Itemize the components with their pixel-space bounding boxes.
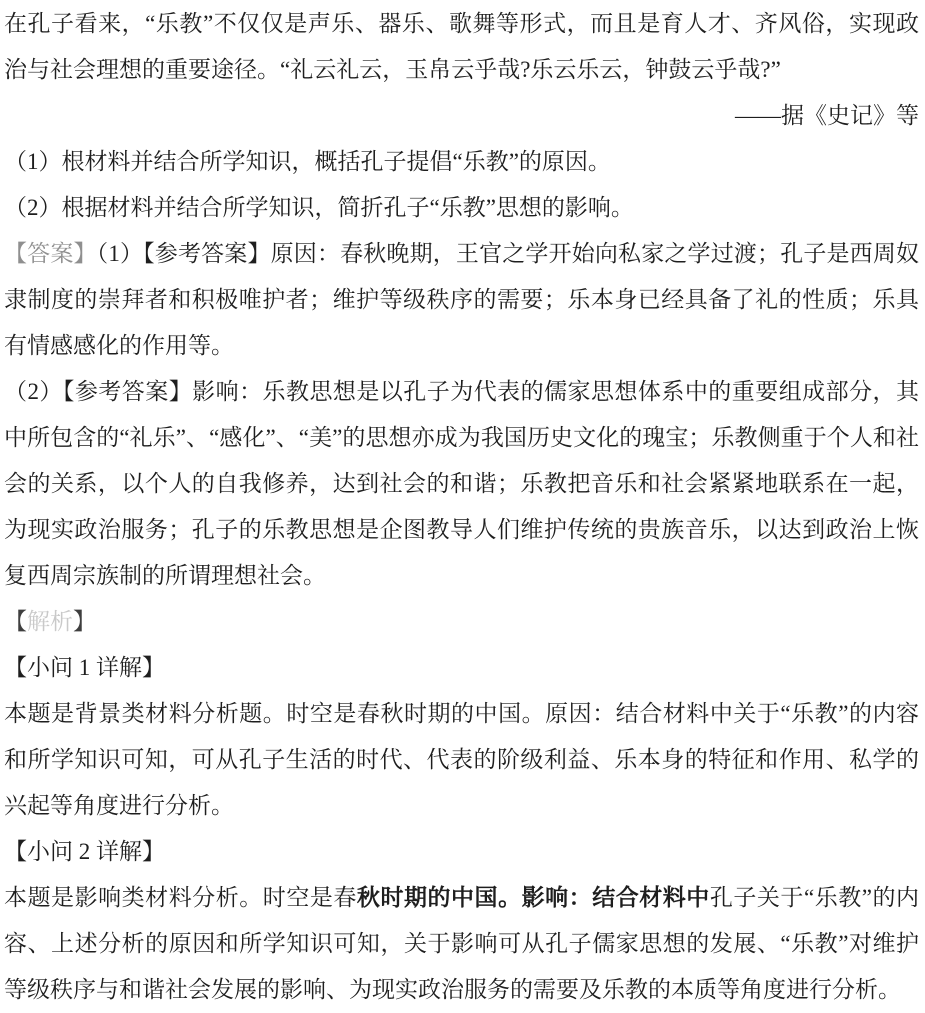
analysis-bracket-close: 】: [73, 609, 96, 634]
answer-tag: 【答案】: [4, 241, 97, 266]
analysis-bracket-open: 【: [4, 609, 27, 634]
material-paragraph: 在孔子看来，“乐教”不仅仅是声乐、器乐、歌舞等形式，而且是育人才、齐风俗，实现政治与社会理想的重要途径。“礼云礼云，玉帛云乎哉?乐云乐云，钟鼓云乎哉?”: [4, 11, 919, 82]
analysis-subq2-text-post: 孔子关于“乐教”的内容、上述分析的原因和所学知识可知，关于影响可从孔子儒家思想的发展、“乐教”对维护等级秩序与和谐社会发展的影响、为现实政治服务的需要及乐教的本质等角度进行分析。: [4, 885, 920, 1002]
analysis-subq2-text-pre: 本题是影响类材料分析。时空是春: [4, 885, 357, 910]
analysis-subq2-text: [4, 875, 919, 1013]
analysis-label: 解析: [27, 609, 73, 634]
answer-part-1: [4, 231, 919, 369]
analysis-subq2-heading: 【小问 2 详解】: [4, 839, 165, 864]
question-2: （2）根据材料并结合所学知识，简折孔子“乐教”思想的影响。: [4, 195, 634, 220]
analysis-subq1-heading: 【小问 1 详解】: [4, 655, 165, 680]
answer-part-1-text: （1）【参考答案】原因：春秋晚期，王官之学开始向私家之学过渡；孔子是西周奴隶制度的崇拜者和积极唯护者；维护等级秩序的需要；乐本身已经具备了礼的性质；乐具有情感感化的作用等。: [4, 241, 920, 358]
answer-part-2: （2）【参考答案】影响：乐教思想是以孔子为代表的儒家思想体系中的重要组成部分，其中所包含的“礼乐”、“感化”、“美”的思想亦成为我国历史文化的瑰宝；乐教侧重于个人和社会的关系，以个人的自我修养，达到社会的和谐；乐教把音乐和社会紧紧地联系在一起，为现实政治服务；孔子的乐教思想是企图教导人们维护传统的贵族音乐，以达到政治上恢复西周宗族制的所谓理想社会。: [4, 379, 919, 588]
source-attribution: ——据《史记》等: [735, 103, 919, 128]
analysis-subq1-text: 本题是背景类材料分析题。时空是春秋时期的中国。原因：结合材料中关于“乐教”的内容和所学知识可知，可从孔子生活的时代、代表的阶级利益、乐本身的特征和作用、私学的兴起等角度进行分析。: [4, 701, 919, 818]
analysis-subq2-text-bold: 秋时期的中国。影响：结合材料中: [356, 885, 710, 910]
question-1: （1）根材料并结合所学知识，概括孔子提倡“乐教”的原因。: [4, 149, 611, 174]
analysis-tag: [4, 599, 919, 645]
